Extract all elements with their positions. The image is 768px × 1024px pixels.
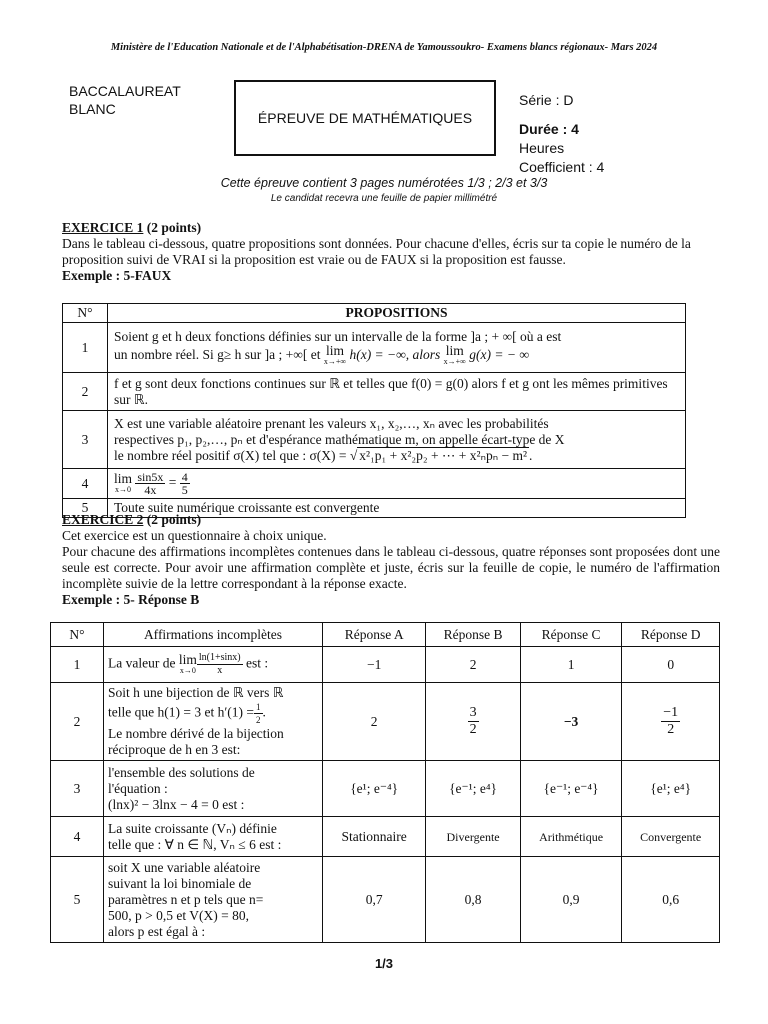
ex2-header-row — [51, 623, 720, 647]
bac-line2: BLANC — [69, 101, 116, 117]
table-row — [63, 323, 686, 373]
proposition-3 — [108, 411, 686, 469]
ex2-line1: Cet exercice est un questionnaire à choix unique. — [62, 528, 327, 543]
aff2-text: telle que h(1) = 3 et h′(1) = — [108, 704, 255, 720]
aff2-line3: Le nombre dérivé de la bijection — [108, 726, 284, 741]
ministry-header: Ministère de l'Education Nationale et de l'Alphabétisation-DRENA de Yamoussoukro- Examens blancs régionaux- Mars 2024 — [110, 42, 658, 53]
pages-count-note: Cette épreuve contient 3 pages numérotées 1/3 ; 2/3 et 3/3 — [220, 176, 548, 190]
lim-label: lim — [114, 470, 133, 486]
pages-note — [0, 176, 768, 206]
answer-b-fraction — [468, 705, 479, 738]
val-den: 5 — [181, 483, 188, 497]
ex1-col-num: N° — [63, 304, 108, 323]
aff5-line1: soit X une variable aléatoire — [108, 859, 261, 875]
row-number: 1 — [51, 647, 104, 683]
epreuve-title: ÉPREUVE DE MATHÉMATIQUES — [257, 110, 473, 126]
answer-d: Convergente — [622, 817, 720, 857]
aff2-line1: Soit h une bijection de ℝ vers ℝ — [108, 685, 284, 700]
row-number: 2 — [63, 373, 108, 411]
answer-b: 2 — [426, 647, 520, 683]
affirmation-1 — [104, 647, 323, 683]
answer-a: 2 — [323, 683, 426, 761]
answer-d: 0 — [622, 647, 720, 683]
page-number: 1/3 — [374, 956, 394, 971]
paper-note: Le candidat recevra une feuille de papier millimétré — [270, 193, 498, 204]
row-number: 5 — [63, 499, 108, 518]
limit-expression — [323, 342, 347, 367]
table-row — [51, 817, 720, 857]
lim-label: lim — [178, 651, 197, 667]
aff2-end: . — [262, 704, 266, 720]
exam-info — [519, 91, 604, 177]
frac-num: sin5x — [137, 470, 164, 484]
answer-c: −3 — [520, 683, 622, 761]
lim-sub-2: x→+∞ — [443, 356, 466, 366]
prop3-line2: respectives p₁, p₂,…, pₙ et d'espérance mathématique m, on appelle écart-type de X — [114, 431, 565, 447]
prop1-line2 — [114, 342, 679, 367]
answer-d: 0,6 — [622, 857, 720, 943]
d-den: 2 — [667, 722, 675, 737]
aff3-line3: (lnx)² − 3lnx − 4 = 0 est : — [108, 796, 245, 812]
prop3-line3: le nombre réel positif σ(X) tel que : σ(X) = √ x²₁p₁ + x²₂p₂ + ⋯ + x²ₙpₙ − m² . — [114, 447, 533, 463]
row-number: 2 — [51, 683, 104, 761]
answer-d: {e¹; e⁴} — [622, 761, 720, 817]
answer-b: Divergente — [426, 817, 520, 857]
equals: = — [168, 474, 177, 490]
half-num: 1 — [256, 702, 261, 712]
prop1-text-d: g(x) = − ∞ — [469, 346, 529, 362]
epreuve-title-box — [234, 80, 496, 156]
answer-c: 1 — [520, 647, 622, 683]
answer-a: Stationnaire — [323, 817, 426, 857]
affirmation-2 — [104, 683, 323, 761]
answer-d — [622, 683, 720, 761]
sqrt-formula: x²₁p₁ + x²₂p₂ + ⋯ + x²ₙpₙ − m² — [359, 447, 528, 463]
coefficient: Coefficient : 4 — [519, 159, 605, 175]
answer-d-fraction — [661, 705, 680, 738]
ex1-col-prop: PROPOSITIONS — [108, 304, 686, 323]
affirmation-5 — [104, 857, 323, 943]
ex2-heading — [62, 512, 720, 528]
affirmation-4 — [104, 817, 323, 857]
prop3-line1: X est une variable aléatoire prenant les valeurs x₁, x₂,…, xₙ avec les probabilités — [114, 415, 549, 431]
prop3-text-c: le nombre réel positif σ(X) tel que : σ(X) = — [114, 447, 347, 463]
answer-c: Arithmétique — [520, 817, 622, 857]
answer-a: 0,7 — [323, 857, 426, 943]
table-row — [51, 761, 720, 817]
lim-label-2: lim — [445, 342, 464, 358]
ex1-title: EXERCICE 1 — [62, 220, 144, 235]
bac-label — [69, 82, 181, 118]
fraction — [135, 471, 165, 496]
heures: Heures — [519, 140, 565, 156]
d-num: −1 — [663, 705, 679, 720]
prop1-text-b: un nombre réel. Si g≥ h sur ]a ; +∞[ et — [114, 346, 321, 362]
aff3-line1: l'ensemble des solutions de — [108, 764, 255, 780]
ex1-table — [62, 303, 686, 518]
aff4-line2: telle que : ∀ n ∈ ℕ, Vₙ ≤ 6 est : — [108, 836, 282, 852]
frac-den: x — [217, 665, 223, 676]
proposition-1 — [108, 323, 686, 373]
b-den: 2 — [469, 722, 477, 737]
ex1-instructions: Dans le tableau ci-dessous, quatre propositions sont données. Pour chacune d'elles, écris sur ta copie le numéro de la proposition suivi de VRAI si la proposition est vraie ou de FAUX si la proposition est fausse. — [62, 236, 691, 267]
b-num: 3 — [469, 705, 477, 720]
answer-c: 0,9 — [520, 857, 622, 943]
prop3-end: . — [529, 447, 533, 463]
table-row — [51, 857, 720, 943]
limit-expression-2 — [443, 342, 466, 367]
bac-line1: BACCALAUREAT — [69, 83, 181, 99]
answer-b: 0,8 — [426, 857, 520, 943]
ex2-points: (2 points) — [143, 512, 202, 527]
limit-expression — [114, 470, 133, 495]
proposition-2: f et g sont deux fonctions continues sur ℝ et telles que f(0) = g(0) alors f et g ont les mêmes primitives sur ℝ. — [108, 373, 686, 411]
col-d: Réponse D — [622, 623, 720, 647]
aff1-post: est : — [245, 655, 269, 671]
proposition-4 — [108, 469, 686, 499]
fraction-value — [180, 471, 190, 496]
aff3-line2: l'équation : — [108, 780, 168, 796]
table-row — [63, 411, 686, 469]
row-number: 3 — [63, 411, 108, 469]
ex2-title: EXERCICE 2 — [62, 512, 144, 527]
ex1-example: Exemple : 5-FAUX — [62, 268, 172, 283]
half-den: 2 — [256, 715, 261, 725]
serie: Série : D — [519, 92, 574, 108]
table-row — [51, 647, 720, 683]
frac-num: ln(1+sinx) — [198, 652, 241, 663]
ex1-points: (2 points) — [143, 220, 202, 235]
col-affirmations: Affirmations incomplètes — [104, 623, 323, 647]
table-row — [63, 469, 686, 499]
answer-a: {e¹; e⁻⁴} — [323, 761, 426, 817]
table-row — [63, 373, 686, 411]
prop1-line1: Soient g et h deux fonctions définies sur un intervalle de la forme ]a ; + ∞[ où a est — [114, 328, 562, 344]
ex1-heading — [62, 220, 714, 236]
exercise-2 — [62, 512, 720, 608]
col-c: Réponse C — [520, 623, 622, 647]
answer-a: −1 — [323, 647, 426, 683]
ex2-example: Exemple : 5- Réponse B — [62, 592, 200, 607]
exercise-1 — [62, 220, 714, 284]
col-num: N° — [51, 623, 104, 647]
col-a: Réponse A — [323, 623, 426, 647]
answer-b — [426, 683, 520, 761]
answer-b: {e⁻¹; e⁴} — [426, 761, 520, 817]
ex2-table — [50, 622, 720, 943]
lim-sub: x→0 — [179, 665, 196, 675]
prop1-text-c: h(x) = −∞, alors — [349, 346, 441, 362]
answer-c: {e⁻¹; e⁻⁴} — [520, 761, 622, 817]
lim-label: lim — [325, 342, 344, 358]
row-number: 4 — [51, 817, 104, 857]
aff5-line2: suivant la loi binomiale de — [108, 875, 252, 891]
aff5-line4: 500, p > 0,5 et V(X) = 80, — [108, 907, 249, 923]
aff1-pre: La valeur de — [108, 655, 176, 671]
aff5-line3: paramètres n et p tels que n= — [108, 891, 264, 907]
ex2-instructions: Pour chacune des affirmations incomplètes contenues dans le tableau ci-dessous, quatre réponses sont proposées dont une seule est correcte. Pour avoir une affirmation complète et juste, écris sur la feuille de copie, le numéro de l'affirmation incomplète suivie de la lettre correspondant à la réponse exacte. — [62, 544, 720, 591]
row-number: 3 — [51, 761, 104, 817]
aff2-line2 — [108, 701, 318, 726]
lim-sub: x→0 — [115, 484, 131, 494]
row-number: 5 — [51, 857, 104, 943]
val-num: 4 — [181, 470, 188, 484]
ex1-header-row — [63, 304, 686, 323]
duree: Durée : 4 — [519, 121, 579, 137]
proposition-5: Toute suite numérique croissante est convergente — [108, 499, 686, 518]
row-number: 1 — [63, 323, 108, 373]
row-number: 4 — [63, 469, 108, 499]
fraction — [197, 652, 243, 677]
affirmation-3 — [104, 761, 323, 817]
lim-sub: x→+∞ — [323, 356, 347, 366]
limit-expression — [178, 651, 197, 676]
aff2-line4: réciproque de h en 3 est: — [108, 742, 241, 757]
aff4-line1: La suite croissante (Vₙ) définie — [108, 820, 277, 836]
frac-den: 4x — [144, 483, 157, 497]
half-fraction — [254, 701, 263, 726]
col-b: Réponse B — [426, 623, 520, 647]
aff5-line5: alors p est égal à : — [108, 923, 206, 939]
table-row — [51, 683, 720, 761]
